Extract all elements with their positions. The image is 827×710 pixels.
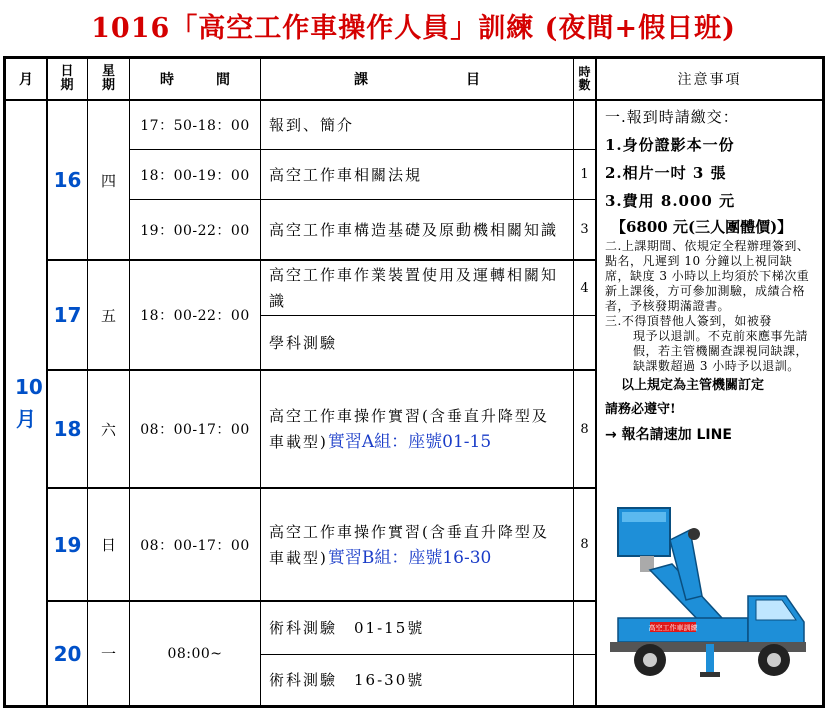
hours-cell: 8	[573, 487, 595, 600]
date-20: 20	[46, 600, 87, 705]
notes-price: 【6800 元(三人團體價)】	[611, 218, 793, 236]
notes-footer-1: 以上規定為主管機關訂定	[621, 378, 765, 393]
course-cell: 術科測驗 01-15號	[260, 600, 573, 654]
time-cell: 18：00-22：00	[129, 259, 260, 369]
course-cell: 報到、簡介	[260, 99, 573, 149]
course-cell: 高空工作車作業裝置使用及運轉相關知識	[260, 259, 573, 315]
notes-heading: 一.報到時請繳交：	[605, 108, 739, 126]
notes-footer-2: 請務必遵守!	[605, 402, 676, 417]
weekday-18: 六	[87, 369, 129, 487]
header-time: 時 間	[129, 59, 260, 99]
time-cell: 08：00-17：00	[129, 487, 260, 600]
notes-item: 1.身份證影本一份	[605, 136, 735, 154]
page-title: 1016「高空工作車操作人員」訓練 (夜間+假日班)	[91, 13, 736, 44]
course-cell: 高空工作車構造基礎及原動機相關知識	[260, 199, 573, 259]
time-cell: 19：00-22：00	[129, 199, 260, 259]
hours-cell: 8	[573, 369, 595, 487]
time-cell: 18：00-19：00	[129, 149, 260, 199]
header-date: 日期	[46, 59, 87, 99]
date-18: 18	[46, 369, 87, 487]
hours-cell: 4	[573, 259, 595, 315]
weekday-19: 日	[87, 487, 129, 600]
notes-item: 2.相片一吋 3 張	[605, 164, 727, 182]
line-cta: → 報名請速加 LINE	[605, 427, 732, 443]
course-cell: 學科測驗	[260, 315, 573, 369]
notes-rule-3b: 現予以退訓。不克前來應事先請假，若主管機關查課視同缺課，缺課數超過 3 小時予以退訓。	[633, 329, 809, 373]
date-17: 17	[46, 259, 87, 369]
weekday-17: 五	[87, 259, 129, 369]
hours-cell	[573, 600, 595, 654]
time-cell: 08：00-17：00	[129, 369, 260, 487]
header-month: 月	[19, 72, 33, 88]
date-19: 19	[46, 487, 87, 600]
hours-cell	[573, 99, 595, 149]
weekday-16: 四	[87, 99, 129, 259]
group-b-highlight: 實習B組：座號16-30	[327, 547, 492, 568]
date-16: 16	[46, 99, 87, 259]
svg-text:高空工作車訓練: 高空工作車訓練	[648, 624, 698, 632]
header-hours: 時數	[573, 59, 595, 99]
course-cell: 高空工作車操作實習(含垂直升降型及車載型)實習A組：座號01-15	[260, 369, 573, 487]
header-weekday: 星期	[87, 59, 129, 99]
group-a-highlight: 實習A組：座號01-15	[327, 432, 492, 452]
notes-rule-3a: 三.不得頂替他人簽到，如被發	[605, 314, 772, 328]
hours-cell: 3	[573, 199, 595, 259]
header-course: 課 目	[260, 59, 573, 99]
hours-cell	[573, 654, 595, 705]
course-cell: 高空工作車相關法規	[260, 149, 573, 199]
aerial-work-truck-image	[610, 500, 810, 690]
course-cell: 術科測驗 16-30號	[260, 654, 573, 705]
notes-rule-2: 二.上課期間、依規定全程辦理簽到、點名，凡遲到 10 分鐘以上視同缺席，缺度 3 小時以上均須於下梯次重新上課後，方可參加測驗，成績合格者，予核發期滿證書。	[605, 239, 810, 313]
header-notes: 注意事項	[595, 59, 822, 99]
notes-item: 3.費用 8.000 元	[605, 192, 736, 210]
course-cell: 高空工作車操作實習(含垂直升降型及車載型)實習B組：座號16-30	[260, 487, 573, 600]
hours-cell: 1	[573, 149, 595, 199]
hours-cell	[573, 315, 595, 369]
time-cell: 08:00~	[129, 600, 260, 705]
month-cell: 10月	[6, 99, 46, 705]
time-cell: 17：50-18：00	[129, 99, 260, 149]
weekday-20: 一	[87, 600, 129, 705]
